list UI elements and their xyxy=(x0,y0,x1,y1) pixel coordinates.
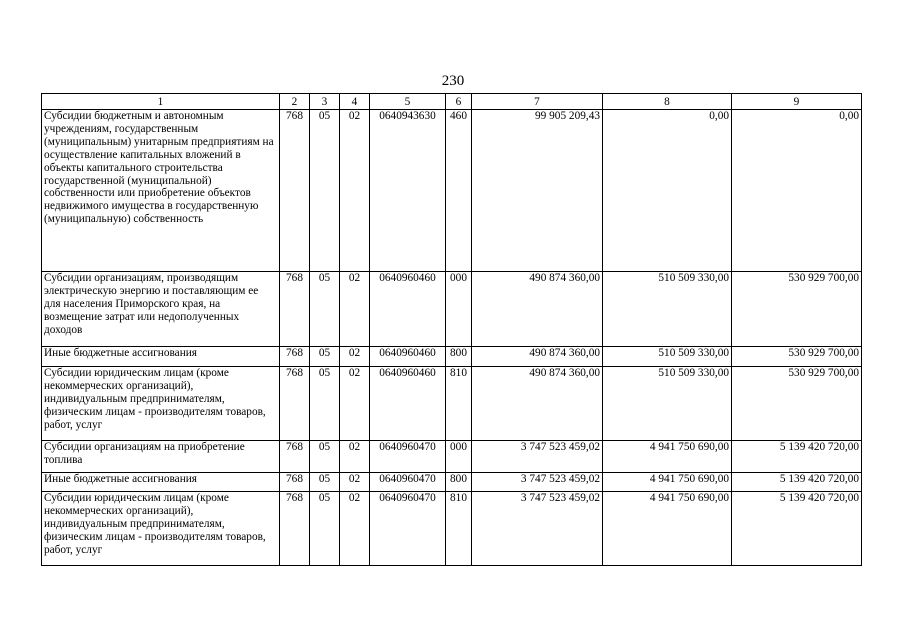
cell-subsection: 02 xyxy=(340,367,370,441)
cell-amount-col7: 3 747 523 459,02 xyxy=(472,441,603,473)
cell-subsection: 02 xyxy=(340,492,370,566)
cell-amount-col7: 490 874 360,00 xyxy=(472,272,603,347)
cell-section: 05 xyxy=(310,492,340,566)
cell-amount-col7: 3 747 523 459,02 xyxy=(472,492,603,566)
cell-section: 05 xyxy=(310,367,340,441)
page-number: 230 xyxy=(441,73,465,89)
cell-amount-col7: 490 874 360,00 xyxy=(472,367,603,441)
table-row xyxy=(42,492,862,566)
cell-amount-col9: 5 139 420 720,00 xyxy=(732,441,862,473)
column-header: 1 xyxy=(42,94,280,110)
cell-amount-col9: 5 139 420 720,00 xyxy=(732,492,862,566)
cell-subsection: 02 xyxy=(340,347,370,367)
cell-amount-col9: 530 929 700,00 xyxy=(732,347,862,367)
column-header: 8 xyxy=(603,94,732,110)
row-name: Иные бюджетные ассигнования xyxy=(42,347,280,367)
table-row xyxy=(42,367,862,441)
cell-section: 05 xyxy=(310,473,340,492)
header-row xyxy=(42,94,862,110)
cell-ministry-code: 768 xyxy=(280,473,310,492)
cell-section: 05 xyxy=(310,272,340,347)
cell-amount-col8: 4 941 750 690,00 xyxy=(603,492,732,566)
cell-amount-col8: 0,00 xyxy=(603,110,732,272)
cell-section: 05 xyxy=(310,441,340,473)
cell-target-article: 0640943630 xyxy=(370,110,446,272)
cell-target-article: 0640960460 xyxy=(370,272,446,347)
budget-table xyxy=(41,93,862,566)
table-row xyxy=(42,110,862,272)
column-header: 6 xyxy=(446,94,472,110)
row-name: Субсидии организациям на приобретение топлива xyxy=(42,441,280,473)
cell-subsection: 02 xyxy=(340,441,370,473)
row-name: Субсидии организациям, производящим электрическую энергию и поставляющим ее для населения Приморского края, на возмещение затрат или недополученных доходов xyxy=(42,272,280,347)
cell-amount-col7: 99 905 209,43 xyxy=(472,110,603,272)
cell-target-article: 0640960470 xyxy=(370,492,446,566)
cell-expense-type: 000 xyxy=(446,441,472,473)
cell-amount-col7: 3 747 523 459,02 xyxy=(472,473,603,492)
cell-subsection: 02 xyxy=(340,272,370,347)
row-name: Субсидии юридическим лицам (кроме некоммерческих организаций), индивидуальным предпринимателям, физическим лицам - производителям товаров, работ, услуг xyxy=(42,492,280,566)
cell-amount-col9: 5 139 420 720,00 xyxy=(732,473,862,492)
cell-amount-col8: 4 941 750 690,00 xyxy=(603,473,732,492)
cell-target-article: 0640960460 xyxy=(370,347,446,367)
cell-target-article: 0640960460 xyxy=(370,367,446,441)
cell-subsection: 02 xyxy=(340,473,370,492)
column-header: 2 xyxy=(280,94,310,110)
cell-amount-col9: 530 929 700,00 xyxy=(732,272,862,347)
cell-amount-col9: 530 929 700,00 xyxy=(732,367,862,441)
table-row xyxy=(42,473,862,492)
row-name: Субсидии юридическим лицам (кроме некоммерческих организаций), индивидуальным предпринимателям, физическим лицам - производителям товаров, работ, услуг xyxy=(42,367,280,441)
column-header: 5 xyxy=(370,94,446,110)
cell-amount-col8: 510 509 330,00 xyxy=(603,367,732,441)
cell-expense-type: 460 xyxy=(446,110,472,272)
cell-ministry-code: 768 xyxy=(280,441,310,473)
cell-expense-type: 810 xyxy=(446,492,472,566)
cell-ministry-code: 768 xyxy=(280,272,310,347)
cell-target-article: 0640960470 xyxy=(370,473,446,492)
cell-amount-col9: 0,00 xyxy=(732,110,862,272)
cell-ministry-code: 768 xyxy=(280,492,310,566)
row-name: Субсидии бюджетным и автономным учреждениям, государственным (муниципальным) унитарным предприятиям на осуществление капитальных вложений в объекты капитального строительства государственной (муниципальной) собственности или приобретение объектов недвижимого имущества в государственную (муниципальную) собственность xyxy=(42,110,280,272)
cell-amount-col7: 490 874 360,00 xyxy=(472,347,603,367)
cell-expense-type: 800 xyxy=(446,473,472,492)
cell-target-article: 0640960470 xyxy=(370,441,446,473)
column-header: 3 xyxy=(310,94,340,110)
cell-amount-col8: 510 509 330,00 xyxy=(603,272,732,347)
table-row xyxy=(42,347,862,367)
cell-subsection: 02 xyxy=(340,110,370,272)
cell-amount-col8: 4 941 750 690,00 xyxy=(603,441,732,473)
column-header: 9 xyxy=(732,94,862,110)
column-header: 7 xyxy=(472,94,603,110)
column-header: 4 xyxy=(340,94,370,110)
cell-expense-type: 800 xyxy=(446,347,472,367)
cell-expense-type: 000 xyxy=(446,272,472,347)
cell-expense-type: 810 xyxy=(446,367,472,441)
cell-ministry-code: 768 xyxy=(280,110,310,272)
cell-section: 05 xyxy=(310,110,340,272)
cell-amount-col8: 510 509 330,00 xyxy=(603,347,732,367)
cell-section: 05 xyxy=(310,347,340,367)
cell-ministry-code: 768 xyxy=(280,367,310,441)
cell-ministry-code: 768 xyxy=(280,347,310,367)
table-row xyxy=(42,272,862,347)
row-name: Иные бюджетные ассигнования xyxy=(42,473,280,492)
table-row xyxy=(42,441,862,473)
